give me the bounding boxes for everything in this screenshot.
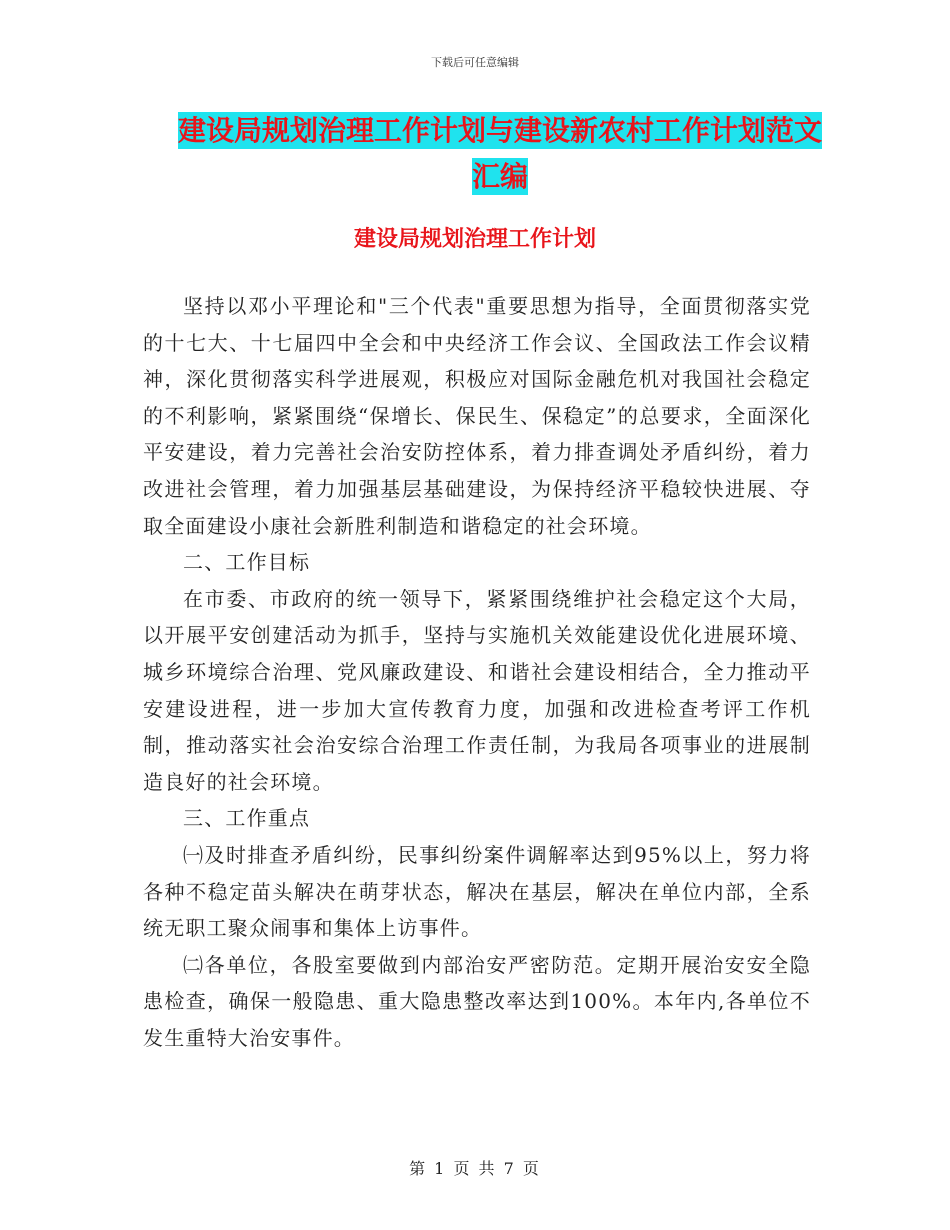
document-title-line-2: 汇编 [471,160,528,193]
section-title: 建设局规划治理工作计划 [353,226,596,252]
heading-work-focus: 三、工作重点 [183,806,311,831]
paragraph-intro: 坚持以邓小平理论和"三个代表"重要思想为指导，全面贯彻落实党的十七大、十七届四中全会和中央经济工作会议、全国政法工作会议精神，深化贯彻落实科学进展观，积极应对国际金融危机对我国社会稳定的不利影响，紧紧围绕“保增长、保民生、保稳定”的总要求，全面深化平安建设，着力完善社会治安防控体系，着力排查调处矛盾纠纷，着力改进社会管理，着力加强基层基础建设，为保持经济平稳较快进展、夺取全面建设小康社会新胜利制造和谐稳定的社会环境。 [143,294,811,538]
document-body [143,288,811,1056]
paragraph-work-goals: 在市委、市政府的统一领导下，紧紧围绕维护社会稳定这个大局，以开展平安创建活动为抓手，坚持与实施机关效能建设优化进展环境、城乡环境综合治理、党风廉政建设、和谐社会建设相结合，全力推动平安建设进程，进一步加大宣传教育力度，加强和改进检查考评工作机制，推动落实社会治安综合治理工作责任制，为我局各项事业的进展制造良好的社会环境。 [143,586,811,794]
document-title-line-1: 建设局规划治理工作计划与建设新农村工作计划范文 [177,114,822,147]
heading-work-goals: 二、工作目标 [183,550,311,575]
paragraph-focus-2: ㈡各单位，各股室要做到内部治安严密防范。定期开展治安安全隐患检查，确保一般隐患、重大隐患整改率达到100%。本年内,各单位不发生重特大治安事件。 [143,952,811,1050]
paragraph-focus-1: ㈠及时排查矛盾纠纷，民事纠纷案件调解率达到95%以上，努力将各种不稳定苗头解决在萌芽状态，解决在基层，解决在单位内部，全系统无职工聚众闹事和集体上访事件。 [143,842,811,941]
document-title [140,108,860,200]
header-note: 下载后可任意编辑 [431,56,519,69]
page-number: 第 1 页 共 7 页 [409,1159,541,1178]
